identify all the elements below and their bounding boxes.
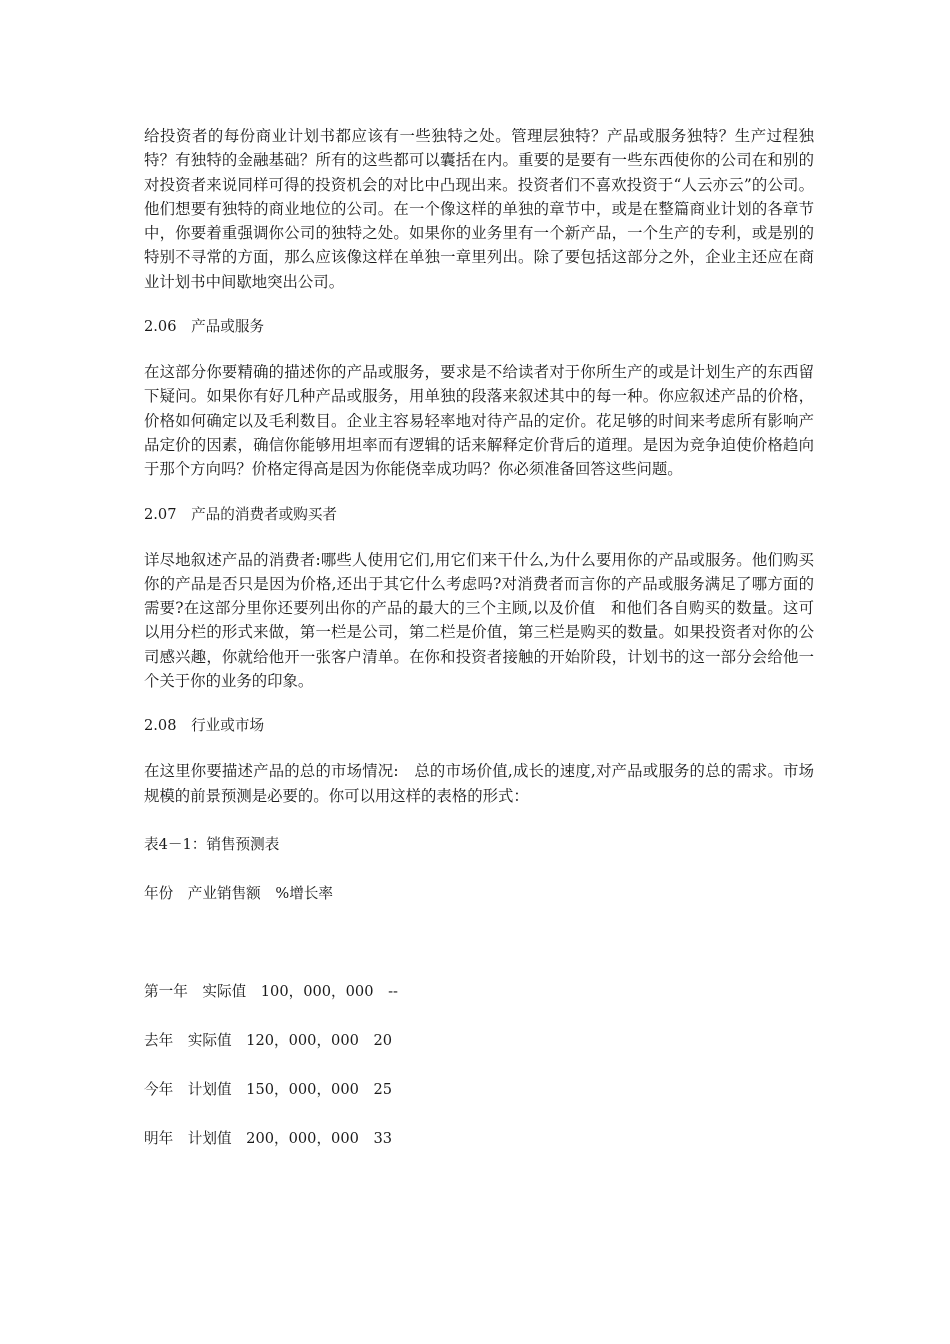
table-row: 第一年 实际值 100，000，000 --	[144, 982, 398, 1000]
section-heading-2-06: 2.06 产品或服务	[144, 318, 265, 336]
table-caption: 表4－1：销售预测表	[144, 835, 280, 853]
consumers-paragraph: 详尽地叙述产品的消费者:哪些人使用它们,用它们来干什么,为什么要用你的产品或服务。他们购买你的产品是否只是因为价格,还出于其它什么考虑吗?对消费者而言你的产品或服务满足了哪方面的需要?在这部分里你还要列出你的产品的最大的三个主顾,以及价值 和他们各自购买的数量。这可以用分栏的形式来做，第一栏是公司，第二栏是价值，第三栏是购买的数量。如果投资者对你的公司感兴趣，你就给他开一张客户清单。在你和投资者接触的开始阶段，计划书的这一部分会给他一个关于你的业务的印象。	[144, 550, 814, 691]
section-heading-2-08: 2.08 行业或市场	[144, 717, 265, 735]
intro-paragraph: 给投资者的每份商业计划书都应该有一些独特之处。管理层独特？产品或服务独特？生产过程独特？有独特的金融基础？所有的这些都可以囊括在内。重要的是要有一些东西使你的公司在和别的对投资者来说同样可得的投资机会的对比中凸现出来。投资者们不喜欢投资于“人云亦云”的公司。他们想要有独特的商业地位的公司。在一个像这样的单独的章节中，或是在整篇商业计划的各章节中，你要着重强调你公司的独特之处。如果你的业务里有一个新产品，一个生产的专利，或是别的特别不寻常的方面，那么应该像这样在单独一章里列出。除了要包括这部分之外，企业主还应在商业计划书中间歇地突出公司。	[144, 127, 814, 291]
document-page	[144, 124, 814, 1151]
market-paragraph: 在这里你要描述产品的总的市场情况: 总的市场价值,成长的速度,对产品或服务的总的需求。市场规模的前景预测是必要的。你可以用这样的表格的形式：	[144, 762, 814, 805]
section-heading-2-07: 2.07 产品的消费者或购买者	[144, 505, 338, 523]
table-header: 年份 产业销售额 %增长率	[144, 884, 333, 902]
table-row: 今年 计划值 150，000，000 25	[144, 1080, 393, 1098]
product-service-paragraph: 在这部分你要精确的描述你的产品或服务，要求是不给读者对于你所生产的或是计划生产的东西留下疑问。如果你有好几种产品或服务，用单独的段落来叙述其中的每一种。你应叙述产品的价格，价格如何确定以及毛利数目。企业主容易轻率地对待产品的定价。花足够的时间来考虑所有影响产品定价的因素，确信你能够用坦率而有逻辑的话来解释定价背后的道理。是因为竞争迫使价格趋向于那个方向吗？价格定得高是因为你能侥幸成功吗？你必须准备回答这些问题。	[144, 363, 814, 479]
table-row: 明年 计划值 200，000，000 33	[144, 1129, 393, 1147]
table-row: 去年 实际值 120，000，000 20	[144, 1031, 393, 1049]
